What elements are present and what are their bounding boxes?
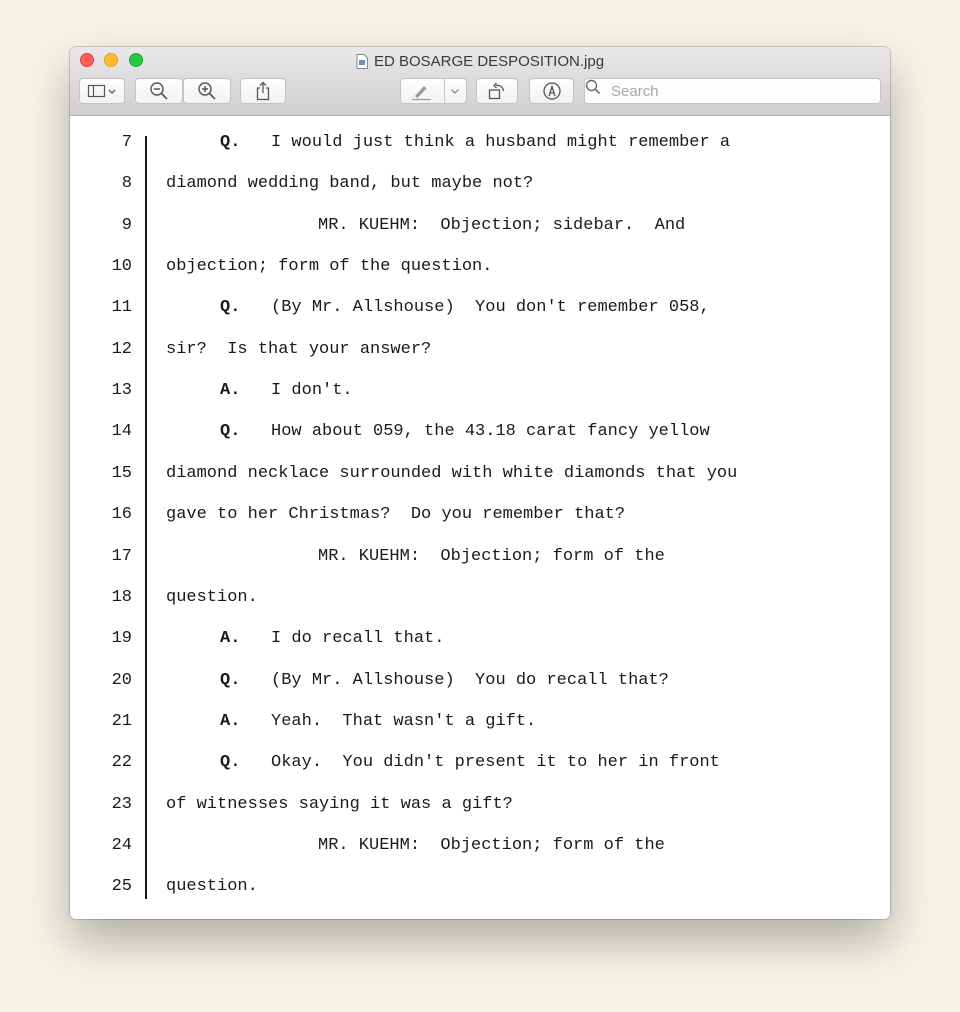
speaker-marker: Q. xyxy=(220,133,241,152)
line-number: 17 xyxy=(111,546,132,566)
line-number: 22 xyxy=(111,753,132,773)
line-number: 24 xyxy=(111,836,132,855)
markup-icon xyxy=(542,81,562,101)
line-text xyxy=(220,133,730,152)
line-body: How about 059, the 43.18 carat fancy yellow xyxy=(271,422,710,442)
transcript-line xyxy=(70,336,890,366)
markup-toolbar-button[interactable] xyxy=(529,78,574,104)
line-body: of witnesses saying it was a gift? xyxy=(166,794,513,814)
rotate-button[interactable] xyxy=(476,78,518,104)
sidebar-view-button[interactable] xyxy=(79,78,125,104)
speaker-marker: Q. xyxy=(220,422,241,442)
transcript-line xyxy=(70,460,890,490)
line-body: MR. KUEHM: Objection; form of the xyxy=(318,546,665,566)
transcript-line xyxy=(70,708,890,738)
line-text xyxy=(220,298,710,317)
line-number: 14 xyxy=(111,422,132,442)
line-number: 25 xyxy=(111,877,132,897)
line-body: I would just think a husband might remember a xyxy=(271,133,731,152)
line-body: question. xyxy=(166,587,258,607)
line-text xyxy=(220,753,720,772)
line-body: MR. KUEHM: Objection; form of the xyxy=(318,836,665,855)
zoom-out-button[interactable] xyxy=(135,78,183,104)
line-number: 7 xyxy=(121,133,132,152)
line-number: 21 xyxy=(111,711,132,731)
line-text xyxy=(166,174,533,193)
line-body: I do recall that. xyxy=(271,629,445,649)
document-view[interactable] xyxy=(70,116,890,919)
transcript-line xyxy=(70,749,890,779)
speaker-marker: Q. xyxy=(220,670,241,690)
markup-pen-button[interactable] xyxy=(400,78,467,104)
transcript-line xyxy=(70,873,890,903)
pen-icon xyxy=(411,83,433,101)
line-text xyxy=(318,836,665,855)
image-document-icon xyxy=(356,54,368,69)
transcript-line xyxy=(70,584,890,614)
line-text xyxy=(166,795,513,814)
line-text xyxy=(166,257,492,276)
line-body: Okay. You didn't present it to her in front xyxy=(271,753,720,773)
line-number: 12 xyxy=(111,339,132,359)
line-body: Yeah. That wasn't a gift. xyxy=(271,711,537,731)
title-bar xyxy=(70,47,890,116)
line-body: (By Mr. Allshouse) You do recall that? xyxy=(271,670,669,690)
line-text xyxy=(166,588,258,607)
line-text xyxy=(220,671,669,690)
line-number: 23 xyxy=(111,794,132,814)
window-title-group xyxy=(70,51,890,71)
sidebar-icon xyxy=(87,83,117,99)
line-number: 15 xyxy=(111,463,132,483)
line-text xyxy=(166,505,625,524)
share-button[interactable] xyxy=(240,78,286,104)
line-text xyxy=(166,340,431,359)
line-text xyxy=(318,216,685,235)
search-input[interactable] xyxy=(611,81,871,101)
search-field[interactable] xyxy=(584,78,881,104)
line-text xyxy=(166,464,737,483)
transcript-line xyxy=(70,377,890,407)
transcript-line xyxy=(70,667,890,697)
line-body: question. xyxy=(166,877,258,897)
transcript-line xyxy=(70,253,890,283)
line-body: I don't. xyxy=(271,381,353,401)
line-number: 11 xyxy=(111,298,132,318)
line-number: 9 xyxy=(121,215,132,235)
line-number: 13 xyxy=(111,381,132,401)
transcript-line xyxy=(70,543,890,573)
line-body: (By Mr. Allshouse) You don't remember 058, xyxy=(271,298,710,318)
line-body: diamond necklace surrounded with white diamonds that you xyxy=(166,463,738,483)
line-body: objection; form of the question. xyxy=(166,257,493,277)
line-text xyxy=(220,629,444,648)
line-number: 8 xyxy=(121,174,132,194)
line-body: MR. KUEHM: Objection; sidebar. And xyxy=(318,215,686,235)
line-body: gave to her Christmas? Do you remember that? xyxy=(166,505,626,525)
line-text xyxy=(220,381,353,400)
line-text xyxy=(318,547,665,566)
speaker-marker: Q. xyxy=(220,753,241,773)
transcript-line xyxy=(70,625,890,655)
window-title: ED BOSARGE DESPOSITION.jpg xyxy=(373,52,605,70)
transcript-line xyxy=(70,212,890,242)
speaker-marker: A. xyxy=(220,629,241,649)
zoom-in-icon xyxy=(197,81,217,101)
transcript-line xyxy=(70,170,890,200)
speaker-marker: A. xyxy=(220,381,241,401)
transcript-line xyxy=(70,501,890,531)
line-text xyxy=(220,712,536,731)
line-number: 10 xyxy=(111,257,132,277)
line-body: diamond wedding band, but maybe not? xyxy=(166,174,534,194)
line-number: 16 xyxy=(111,505,132,525)
transcript-line xyxy=(70,129,890,159)
preview-window xyxy=(70,47,890,919)
speaker-marker: Q. xyxy=(220,298,241,318)
rotate-icon xyxy=(487,81,507,101)
line-text xyxy=(220,422,710,441)
share-icon xyxy=(255,81,271,101)
line-body: sir? Is that your answer? xyxy=(166,339,432,359)
transcript-line xyxy=(70,294,890,324)
line-number: 18 xyxy=(111,587,132,607)
split-divider xyxy=(444,79,445,103)
transcript-line xyxy=(70,832,890,862)
transcript-line xyxy=(70,791,890,821)
chevron-down-icon[interactable] xyxy=(449,85,461,97)
zoom-out-icon xyxy=(149,81,169,101)
line-text xyxy=(166,877,258,896)
line-number: 19 xyxy=(111,629,132,649)
line-number: 20 xyxy=(111,670,132,690)
speaker-marker: A. xyxy=(220,711,241,731)
zoom-in-button[interactable] xyxy=(183,78,231,104)
transcript-line xyxy=(70,418,890,448)
